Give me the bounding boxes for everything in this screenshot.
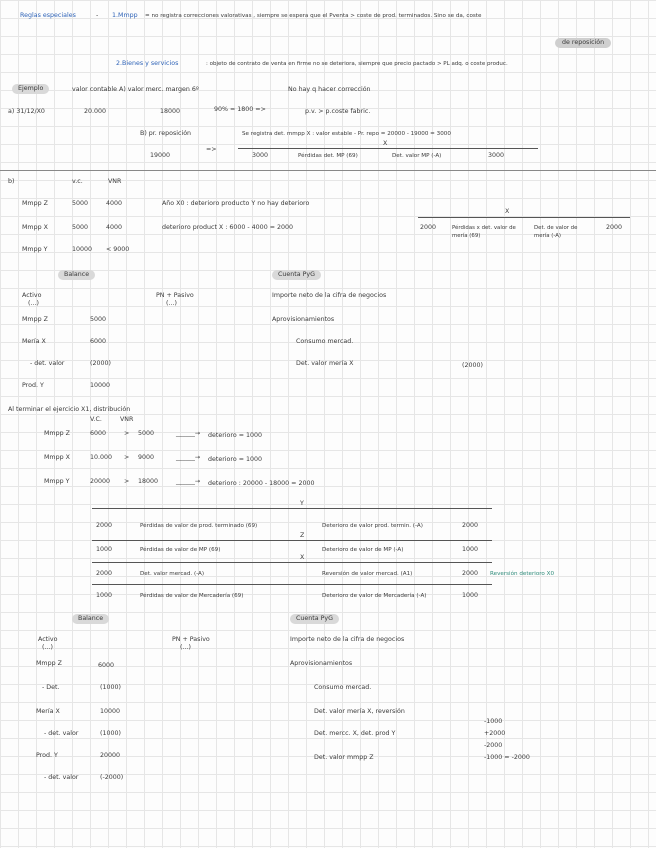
x1-row-vnr: 9000 xyxy=(138,454,155,461)
b-row-vnr: < 9000 xyxy=(106,246,130,253)
example-value-3: 90% = 1800 => xyxy=(214,106,266,113)
x1-row-vc: 20000 xyxy=(90,478,111,485)
balance-tag: Balance xyxy=(58,270,95,280)
pyg-tag: Cuenta PyG xyxy=(290,614,339,624)
balance-row-value: 10000 xyxy=(90,382,111,389)
rules-title: Reglas especiales xyxy=(20,12,76,19)
balance-row-label: - det. valor xyxy=(44,774,79,781)
journal-right-amount: 1000 xyxy=(462,592,479,599)
journal-left-text: Det. valor mercad. (-A) xyxy=(140,571,205,577)
pyg-calc: -2000 xyxy=(484,742,503,749)
pyg-calc: +2000 xyxy=(484,730,506,737)
balance-pn-sub: (...) xyxy=(166,300,177,307)
balance-row-label: Mería X xyxy=(22,338,46,345)
b-entry-x: X xyxy=(505,208,510,215)
entry1-right-amount: 3000 xyxy=(488,152,505,159)
journal-left-text: Pérdidas de valor de Mercadería (69) xyxy=(140,593,244,599)
entry1-right-text: Det. valor MP (-A) xyxy=(392,153,442,159)
balance-pn: PN + Pasivo xyxy=(172,636,210,643)
entry1-left-text: Pérdidas det. MP (69) xyxy=(298,153,358,159)
journal-note: Reversión deterioro X0 xyxy=(490,571,555,577)
example-value-1: 20.000 xyxy=(84,108,107,115)
b-row-vnr: 4000 xyxy=(106,224,123,231)
x1-row-arrow: ______→ xyxy=(176,430,201,437)
x1-col-vc: V.C. xyxy=(90,416,102,423)
journal-left-text: Pérdidas de valor de MP (69) xyxy=(140,547,221,553)
example-header: valor contable A) valor merc. margen 6º xyxy=(72,86,199,93)
journal-line xyxy=(92,540,492,541)
balance-row-label: Prod. Y xyxy=(22,382,44,389)
entry-line-1 xyxy=(238,148,538,149)
example-tag: Ejemplo xyxy=(12,84,49,94)
b-row-label: Mmpp X xyxy=(22,224,48,231)
journal-right-text: Deterioro de valor de Mercadería (-A) xyxy=(322,593,427,599)
x1-row-arrow: ______→ xyxy=(176,478,201,485)
x1-row-op: > xyxy=(124,430,130,437)
balance-row-value: (1000) xyxy=(100,684,121,691)
balance-row-value: (-2000) xyxy=(100,774,124,781)
balance-pn-sub: (...) xyxy=(180,644,191,651)
pyg-line: Det. valor mería X, reversión xyxy=(314,708,405,715)
x1-row-result: deterioro = 1000 xyxy=(208,456,263,463)
balance-row-value: 10000 xyxy=(100,708,121,715)
journal-left-text: Pérdidas de valor de prod. terminado (69) xyxy=(140,523,258,529)
pyg-line: Aprovisionamientos xyxy=(272,316,335,323)
balance-row-label: - det. valor xyxy=(44,730,79,737)
replacement-label: B) pr. reposición xyxy=(140,130,192,137)
pyg-calc: -1000 = -2000 xyxy=(484,754,530,761)
x1-row-label: Mmpp X xyxy=(44,454,70,461)
balance-row-label: Mmpp Z xyxy=(36,660,62,667)
b-note-2: deterioro product X : 6000 - 4000 = 2000 xyxy=(162,224,293,231)
b-entry-right-amount: 2000 xyxy=(606,224,623,231)
rule1-label: 1.Mmpp xyxy=(112,12,138,19)
pyg-line: Det. valor mería X xyxy=(296,360,354,367)
journal-line xyxy=(92,508,492,509)
journal-line xyxy=(92,562,492,563)
example-note: No hay q hacer corrección xyxy=(288,86,371,93)
x1-row-arrow: ______→ xyxy=(176,454,201,461)
b-row-label: Mmpp Y xyxy=(22,246,48,253)
example-value-2: 18000 xyxy=(160,108,181,115)
journal-head-z: Z xyxy=(300,532,305,539)
balance-row-label: Mería X xyxy=(36,708,60,715)
pyg-line: Consumo mercad. xyxy=(296,338,354,345)
journal-left-amount: 1000 xyxy=(96,546,113,553)
balance-activo: Activo xyxy=(22,292,42,299)
part-b-label: b) xyxy=(8,178,15,185)
journal-line xyxy=(92,584,492,585)
b-entry-right-text: Det. de valor de mería (-A) xyxy=(534,225,578,239)
title-dash: - xyxy=(96,12,99,19)
x1-row-result: deterioro : 20000 - 18000 = 2000 xyxy=(208,480,315,487)
x1-row-label: Mmpp Z xyxy=(44,430,70,437)
b-entry-left-text: Pérdidas x det. valor de mería (69) xyxy=(452,225,516,239)
balance-row-value: 5000 xyxy=(90,316,107,323)
replacement-arrow: => xyxy=(206,146,217,153)
balance-activo-sub: (...) xyxy=(42,644,53,651)
b-row-vc: 10000 xyxy=(72,246,93,253)
entry-line-2 xyxy=(418,217,630,218)
balance-pn: PN + Pasivo xyxy=(156,292,194,299)
pyg-value: (2000) xyxy=(462,362,483,369)
journal-head-x: X xyxy=(300,554,305,561)
balance-row-value: 6000 xyxy=(90,338,107,345)
example-date: a) 31/12/X0 xyxy=(8,108,45,115)
entry1-left-amount: 3000 xyxy=(252,152,269,159)
x1-row-op: > xyxy=(124,454,130,461)
pyg-line: Consumo mercad. xyxy=(314,684,372,691)
b-entry-left-amount: 2000 xyxy=(420,224,437,231)
journal-right-text: Deterioro de valor de MP (-A) xyxy=(322,547,404,553)
x1-row-vnr: 18000 xyxy=(138,478,159,485)
pyg-line: Importe neto de la cifra de negocios xyxy=(272,292,387,299)
journal-right-text: Deterioro de valor prod. termin. (-A) xyxy=(322,523,423,529)
x1-row-vnr: 5000 xyxy=(138,430,155,437)
pyg-tag: Cuenta PyG xyxy=(272,270,321,280)
rule2-label: 2.Bienes y servicios xyxy=(116,60,179,67)
rule1-text: = no registra correcciones valorativas , siempre se espera que el Pventa > coste de prod. terminados. Sino se da, coste xyxy=(145,13,482,19)
b-note-1: Año X0 : deterioro producto Y no hay deterioro xyxy=(162,200,310,207)
b-row-vc: 5000 xyxy=(72,224,89,231)
pyg-line: Importe neto de la cifra de negocios xyxy=(290,636,405,643)
b-row-label: Mmpp Z xyxy=(22,200,48,207)
journal-right-text: Reversión de valor mercad. (A1) xyxy=(322,571,413,577)
x1-row-vc: 6000 xyxy=(90,430,107,437)
balance-row-label: - Det. xyxy=(42,684,60,691)
balance-row-value: (1000) xyxy=(100,730,121,737)
b-row-vnr: 4000 xyxy=(106,200,123,207)
pyg-line: Det. mercc. X, det. prod Y xyxy=(314,730,396,737)
balance-row-value: 6000 xyxy=(98,662,115,669)
example-value-4: p.v. > p.coste fabric. xyxy=(305,108,371,115)
balance-tag: Balance xyxy=(72,614,109,624)
balance-activo: Activo xyxy=(38,636,58,643)
pyg-line: Aprovisionamientos xyxy=(290,660,353,667)
x1-row-result: deterioro = 1000 xyxy=(208,432,263,439)
replacement-value: 19000 xyxy=(150,152,171,159)
x1-row-label: Mmpp Y xyxy=(44,478,70,485)
journal-left-amount: 1000 xyxy=(96,592,113,599)
journal-right-amount: 2000 xyxy=(462,570,479,577)
journal-left-amount: 2000 xyxy=(96,570,113,577)
balance-row-value: (2000) xyxy=(90,360,111,367)
rule1-tag: de reposición xyxy=(555,38,611,48)
divider xyxy=(0,170,656,171)
balance-activo-sub: (...) xyxy=(28,300,39,307)
col-vc: v.c. xyxy=(72,178,83,185)
x1-header: Al terminar el ejercicio X1, distribución xyxy=(8,406,131,413)
replacement-formula: Se registra det. mmpp X : valor estable - Pr. repo = 20000 - 19000 = 3000 xyxy=(242,131,451,137)
pyg-calc: -1000 xyxy=(484,718,503,725)
journal-right-amount: 2000 xyxy=(462,522,479,529)
col-vnr: VNR xyxy=(108,178,122,185)
journal-left-amount: 2000 xyxy=(96,522,113,529)
balance-row-value: 20000 xyxy=(100,752,121,759)
journal-right-amount: 1000 xyxy=(462,546,479,553)
x1-row-op: > xyxy=(124,478,130,485)
balance-row-label: Mmpp Z xyxy=(22,316,48,323)
b-row-vc: 5000 xyxy=(72,200,89,207)
balance-row-label: Prod. Y xyxy=(36,752,58,759)
x1-col-vnr: VNR xyxy=(120,416,134,423)
x1-row-vc: 10.000 xyxy=(90,454,113,461)
balance-row-label: - det. valor xyxy=(30,360,65,367)
rule2-text: : objeto de contrato de venta en firme no se deteriora, siempre que precio pactado > PL adq. o coste produc. xyxy=(206,61,508,67)
replacement-x: X xyxy=(383,140,388,147)
pyg-line: Det. valor mmpp Z xyxy=(314,754,374,761)
journal-head-y: Y xyxy=(300,500,304,507)
